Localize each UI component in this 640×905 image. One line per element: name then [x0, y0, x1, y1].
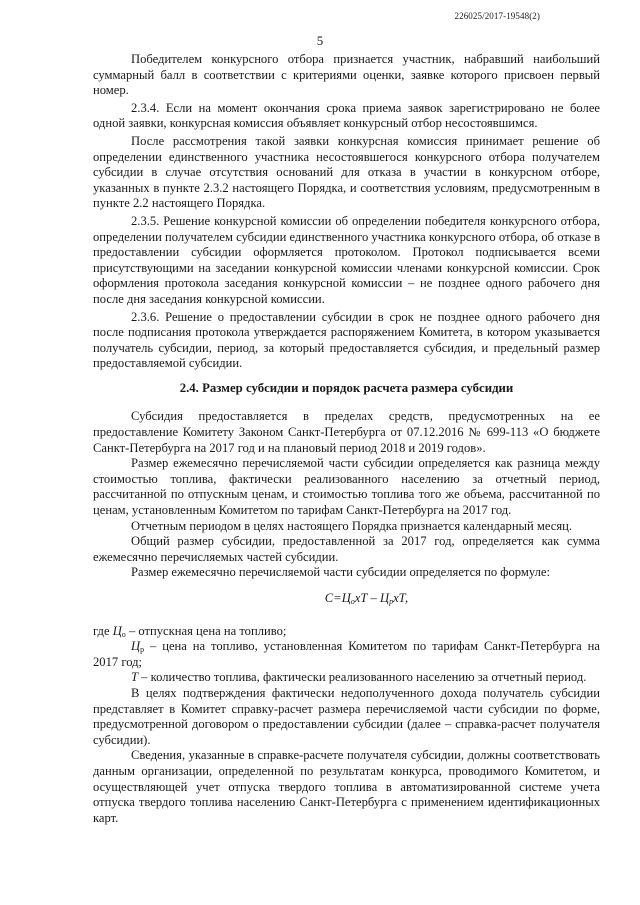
definition-prefix: где	[93, 623, 113, 638]
formula-price-symbol-2: Ц	[379, 591, 390, 605]
definition-text: – количество топлива, фактически реализованного населению за отчетный период.	[138, 670, 587, 685]
document-body	[93, 52, 600, 826]
formula-middle: хТ –	[354, 591, 380, 605]
document-number: 226025/2017-19548(2)	[454, 11, 540, 21]
definition-text: – отпускная цена на топливо;	[125, 623, 287, 638]
paragraph-2-3-6: 2.3.6. Решение о предоставлении субсидии в срок не позднее одного рабочего дня после подписания протокола утверждается распоряжением Комитета, в котором указывается получатель субсидии, период, за который предоставляется субсидия, и предельный размер предоставляемой субсидии.	[93, 309, 600, 371]
paragraph-calculation-certificate: В целях подтверждения фактически недополученного дохода получатель субсидии представляет в Комитет справку-расчет размера перечисляемой части субсидии по форме, предусмотренной договором о предоставлении субсидии (далее – справка-расчет получателя субсидии).	[93, 685, 600, 747]
definition-symbol: Ц	[131, 639, 141, 654]
paragraph-total-size: Общий размер субсидии, предоставленной за 2017 год, определяется как сумма ежемесячно перечисляемых частей субсидии.	[93, 534, 600, 564]
definition-symbol: Т	[131, 670, 139, 685]
definition-release-price	[93, 624, 600, 640]
paragraph-2-3-5: 2.3.5. Решение конкурсной комиссии об определении победителя конкурсного отбора, определении получателем субсидии единственного участника конкурсного отбора, об отказе в предоставлении субсидии оформляется протоколом. Протокол подписывается всеми присутствующими на заседании конкурсной комиссии членами конкурсной комиссии. Срок оформления протокола заседания конкурсной комиссии – не позднее одного рабочего дня после дня заседания конкурсной комиссии.	[93, 213, 601, 306]
page-number: 5	[316, 33, 324, 48]
definition-symbol: Ц	[112, 623, 122, 638]
paragraph-winner: Победителем конкурсного отбора признается участник, набравший наибольший суммарный балл в соответствии с критериями оценки, заявке которого присвоен первый номер.	[93, 52, 600, 98]
paragraph-reporting-period: Отчетным периодом в целях настоящего Порядка признается календарный месяц.	[131, 518, 573, 533]
formula-sub-r: р	[389, 597, 394, 606]
definition-subscript: р	[140, 645, 145, 655]
definition-text: – цена на топливо, установленная Комитетом по тарифам Санкт-Петербурга на 2017 год;	[93, 639, 600, 669]
paragraph-single-application: После рассмотрения такой заявки конкурсная комиссия принимает решение об определении единственного участника несостоявшегося конкурсного отбора получателем субсидии в случае отсутствия оснований для отказа в участии в конкурсном отборе, указанных в пункте 2.3.2 настоящего Порядка, и соответствия условиям, предусмотренным в пункте 2.2 настоящего Порядка.	[93, 133, 600, 211]
definition-subscript: о	[121, 629, 126, 639]
definition-fuel-quantity	[93, 670, 600, 686]
formula-sub-o: о	[350, 597, 355, 606]
formula-price-symbol-1: Ц	[341, 591, 351, 605]
formula-end: хТ,	[393, 591, 409, 605]
paragraph-2-3-4: 2.3.4. Если на момент окончания срока приема заявок зарегистрировано не более одной заявки, конкурсная комиссия объявляет конкурсный отбор несостоявшимся.	[93, 100, 600, 131]
section-heading-2-4: 2.4. Размер субсидии и порядок расчета размера субсидии	[179, 380, 514, 395]
paragraph-subsidy-limits: Субсидия предоставляется в пределах средств, предусмотренных на ее предоставление Комитету Законом Санкт-Петербурга от 07.12.2016 № 699-113 «О бюджете Санкт-Петербурга на 2017 год и на плановый период 2018 и 2019 годов».	[93, 409, 600, 455]
subsidy-formula	[133, 591, 600, 607]
formula-c: С=	[324, 591, 342, 605]
paragraph-formula-intro: Размер ежемесячно перечисляемой части субсидии определяется по формуле:	[131, 565, 550, 580]
definition-tariff-price	[93, 639, 600, 670]
paragraph-data-requirements: Сведения, указанные в справке-расчете получателя субсидии, должны соответствовать данным организации, определенной по результатам конкурса, проводимого Комитетом, и осуществляющей учет отпуска твердого топлива в автоматизированной системе учета отпуска твердого топлива населению Санкт-Петербурга с применением идентификационных карт.	[93, 748, 600, 825]
paragraph-monthly-size: Размер ежемесячно перечисляемой части субсидии определяется как разница между стоимостью топлива, фактически реализованного населению за отчетный период, рассчитанной по отпускным ценам, и стоимостью топлива того же объема, рассчитанной по ценам, установленным Комитетом по тарифам Санкт-Петербурга на 2017 год.	[93, 456, 600, 518]
